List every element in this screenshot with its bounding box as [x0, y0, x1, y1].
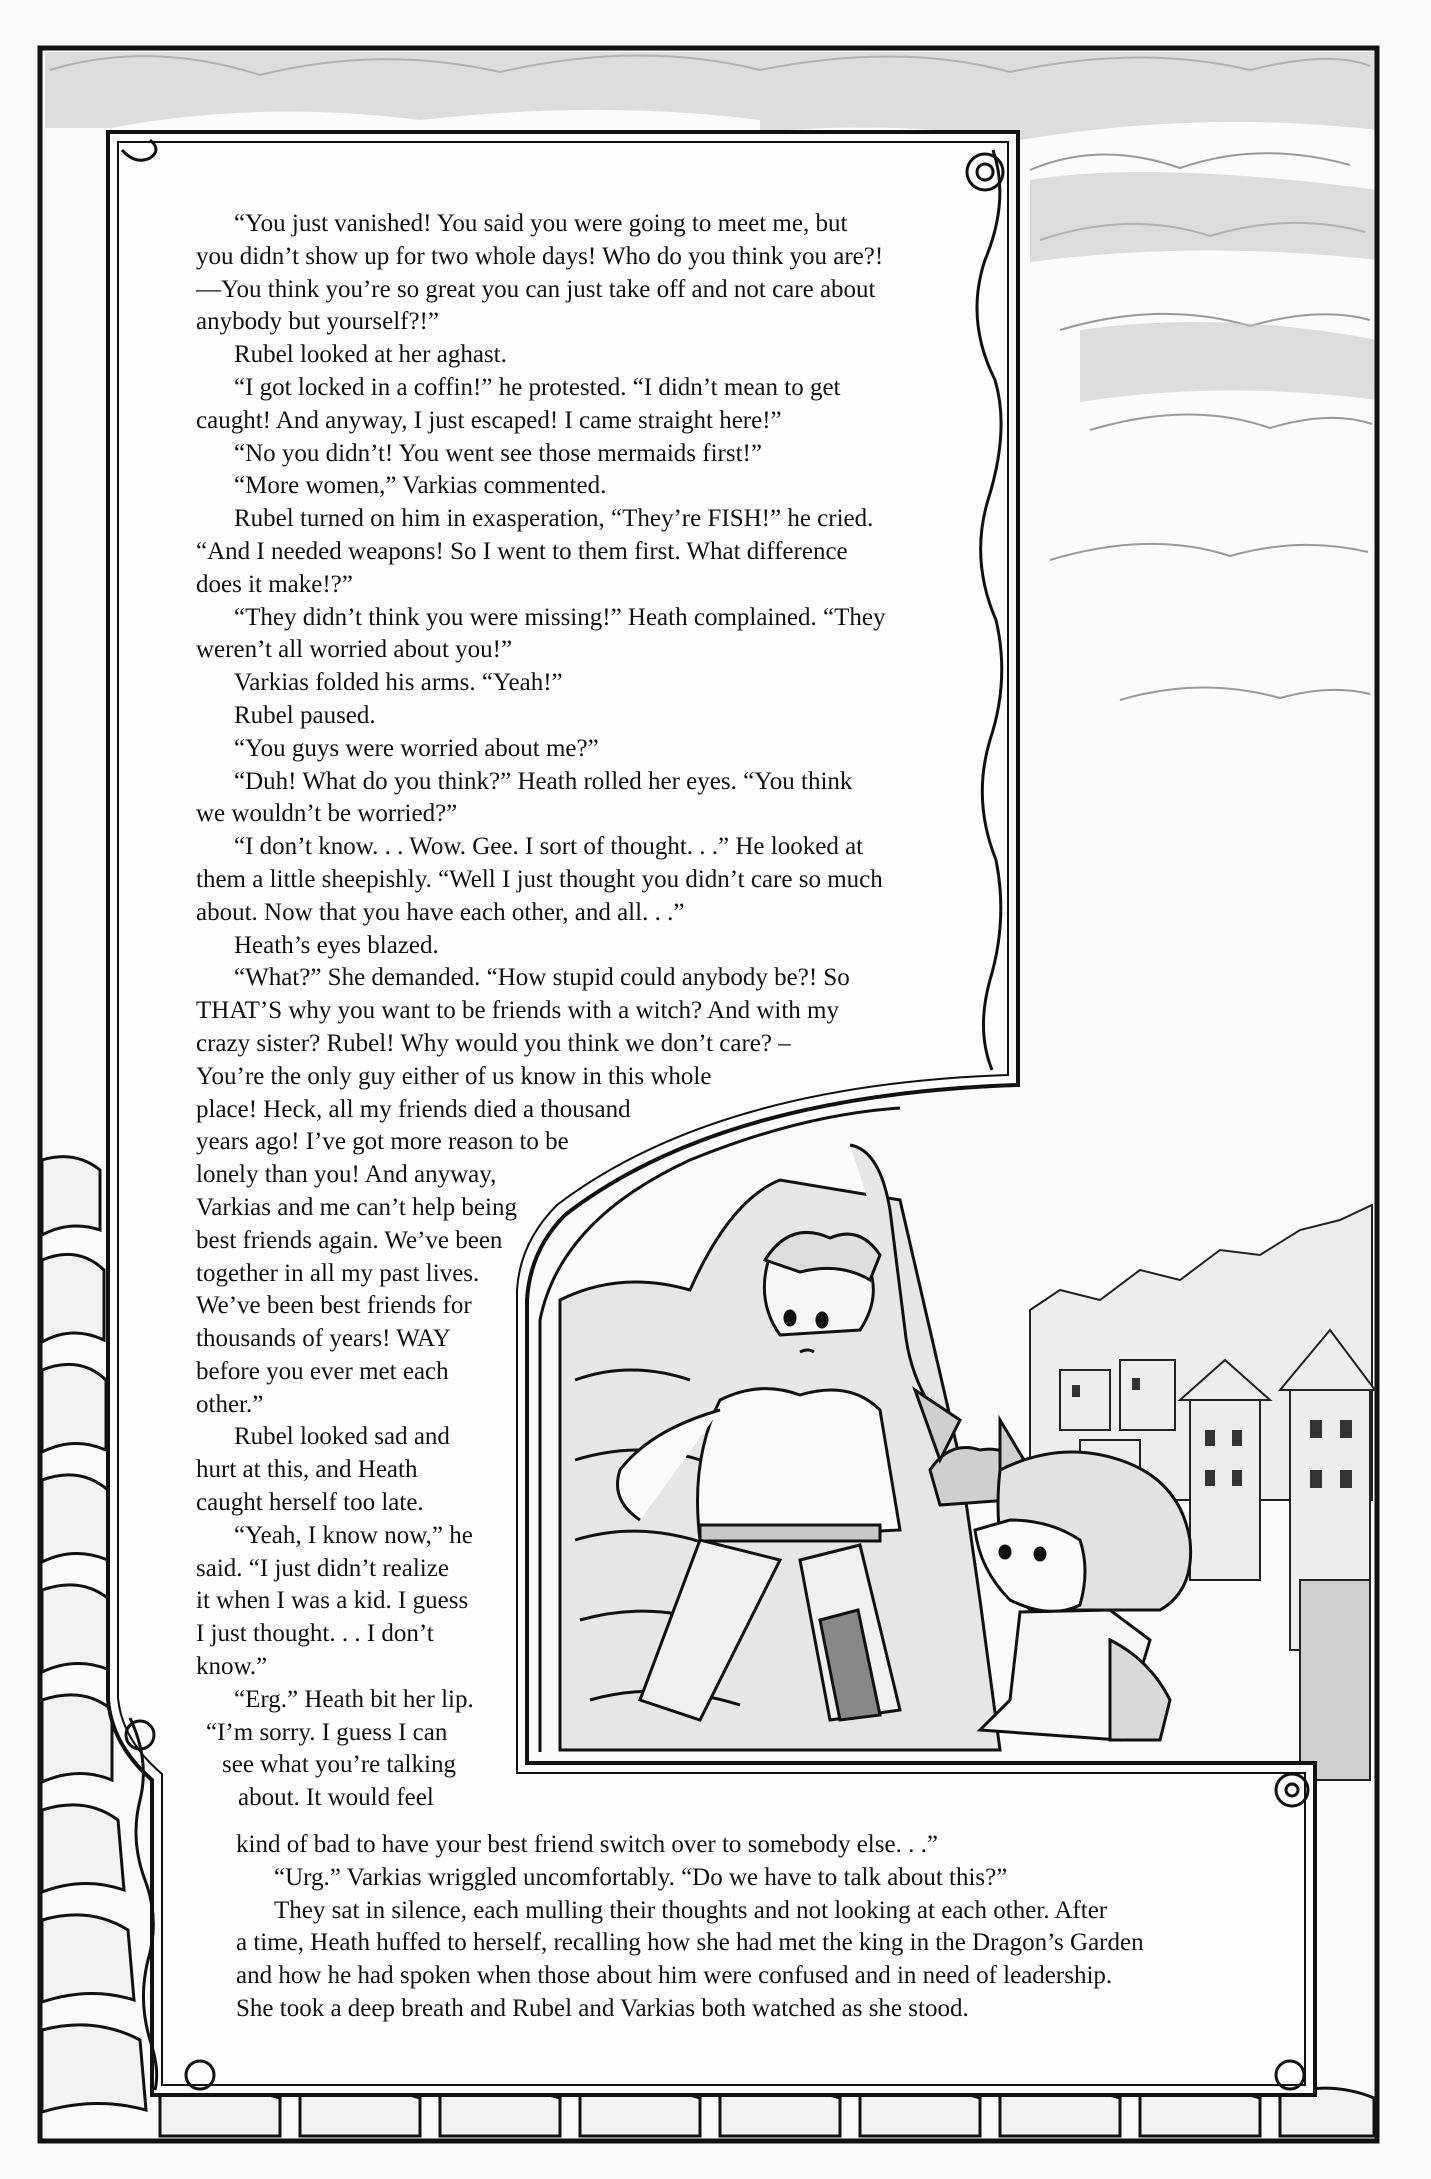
story-line: does it make!?”	[196, 570, 353, 598]
story-line: it when I was a kid. I guess	[196, 1587, 469, 1615]
story-line: about. It would feel	[238, 1784, 434, 1812]
story-text-upper	[196, 208, 885, 1815]
story-line: Rubel looked at her aghast.	[234, 341, 507, 369]
story-line: Heath’s eyes blazed.	[234, 931, 439, 959]
story-line: see what you’re talking	[222, 1751, 456, 1779]
heath-character	[975, 1452, 1191, 1740]
story-line: I just thought. . . I don’t	[196, 1620, 434, 1648]
story-line: them a little sheepishly. “Well I just thought you didn’t care so much	[196, 865, 883, 893]
story-line: hurt at this, and Heath	[196, 1456, 418, 1484]
story-line: “I’m sorry. I guess I can	[206, 1718, 448, 1746]
story-line: —You think you’re so great you can just take off and not care about	[196, 275, 876, 303]
story-line: about. Now that you have each other, and all. . .”	[196, 898, 685, 926]
story-line: “You just vanished! You said you were going to meet me, but	[234, 210, 848, 237]
story-line: you didn’t show up for two whole days! Who do you think you are?!	[196, 242, 884, 270]
story-line: caught herself too late.	[196, 1489, 424, 1517]
story-line: “They didn’t think you were missing!” Heath complained. “They	[234, 603, 886, 631]
story-line: place! Heck, all my friends died a thousand	[196, 1095, 631, 1123]
story-line: a time, Heath huffed to herself, recalling how she had met the king in the Dragon’s Garden	[236, 1929, 1144, 1957]
story-line: Varkias folded his arms. “Yeah!”	[234, 669, 563, 697]
story-line: We’ve been best friends for	[196, 1292, 472, 1320]
story-line: lonely than you! And anyway,	[196, 1161, 497, 1189]
story-line: best friends again. We’ve been	[196, 1226, 503, 1254]
story-line: “You guys were worried about me?”	[234, 734, 599, 762]
story-line: together in all my past lives.	[196, 1259, 480, 1287]
story-line: before you ever met each	[196, 1357, 449, 1385]
story-line: Rubel looked sad and	[234, 1423, 450, 1451]
story-line: caught! And anyway, I just escaped! I came straight here!”	[196, 406, 782, 434]
story-line: You’re the only guy either of us know in this whole	[196, 1062, 712, 1090]
story-line: Rubel turned on him in exasperation, “They’re FISH!” he cried.	[234, 505, 874, 533]
story-line: “No you didn’t! You went see those mermaids first!”	[234, 439, 762, 467]
story-line: years ago! I’ve got more reason to be	[196, 1128, 569, 1156]
story-line: “What?” She demanded. “How stupid could anybody be?! So	[234, 964, 850, 992]
story-line: “Duh! What do you think?” Heath rolled her eyes. “You think	[234, 767, 853, 795]
story-line: Rubel paused.	[234, 701, 376, 729]
story-line: “I don’t know. . . Wow. Gee. I sort of thought. . .” He looked at	[234, 833, 864, 861]
story-line: we wouldn’t be worried?”	[196, 800, 458, 828]
story-line: and how he had spoken when those about him were confused and in need of leadership.	[236, 1962, 1113, 1990]
story-line: crazy sister? Rubel! Why would you think we don’t care? –	[196, 1029, 791, 1057]
story-line: know.”	[196, 1653, 268, 1681]
story-line: anybody but yourself?!”	[196, 308, 439, 336]
story-line: THAT’S why you want to be friends with a witch? And with my	[196, 997, 839, 1025]
story-line: Varkias and me can’t help being	[196, 1193, 517, 1221]
story-line: They sat in silence, each mulling their thoughts and not looking at each other. After	[274, 1896, 1108, 1924]
story-line: “And I needed weapons! So I went to them first. What difference	[196, 537, 848, 565]
story-line: “Erg.” Heath bit her lip.	[234, 1685, 474, 1713]
story-line: “I got locked in a coffin!” he protested. “I didn’t mean to get	[234, 373, 841, 401]
story-line: other.”	[196, 1390, 264, 1418]
story-line: “More women,” Varkias commented.	[234, 472, 607, 500]
story-text-lower	[236, 1829, 1144, 2026]
story-line: “Yeah, I know now,” he	[234, 1521, 473, 1549]
story-line: “Urg.” Varkias wriggled uncomfortably. “Do we have to talk about this?”	[274, 1863, 1008, 1891]
story-line: thousands of years! WAY	[196, 1325, 451, 1353]
story-line: weren’t all worried about you!”	[196, 636, 513, 664]
story-line: kind of bad to have your best friend switch over to somebody else. . .”	[236, 1831, 938, 1858]
story-line: She took a deep breath and Rubel and Varkias both watched as she stood.	[236, 1994, 969, 2022]
story-line: said. “I just didn’t realize	[196, 1554, 449, 1582]
